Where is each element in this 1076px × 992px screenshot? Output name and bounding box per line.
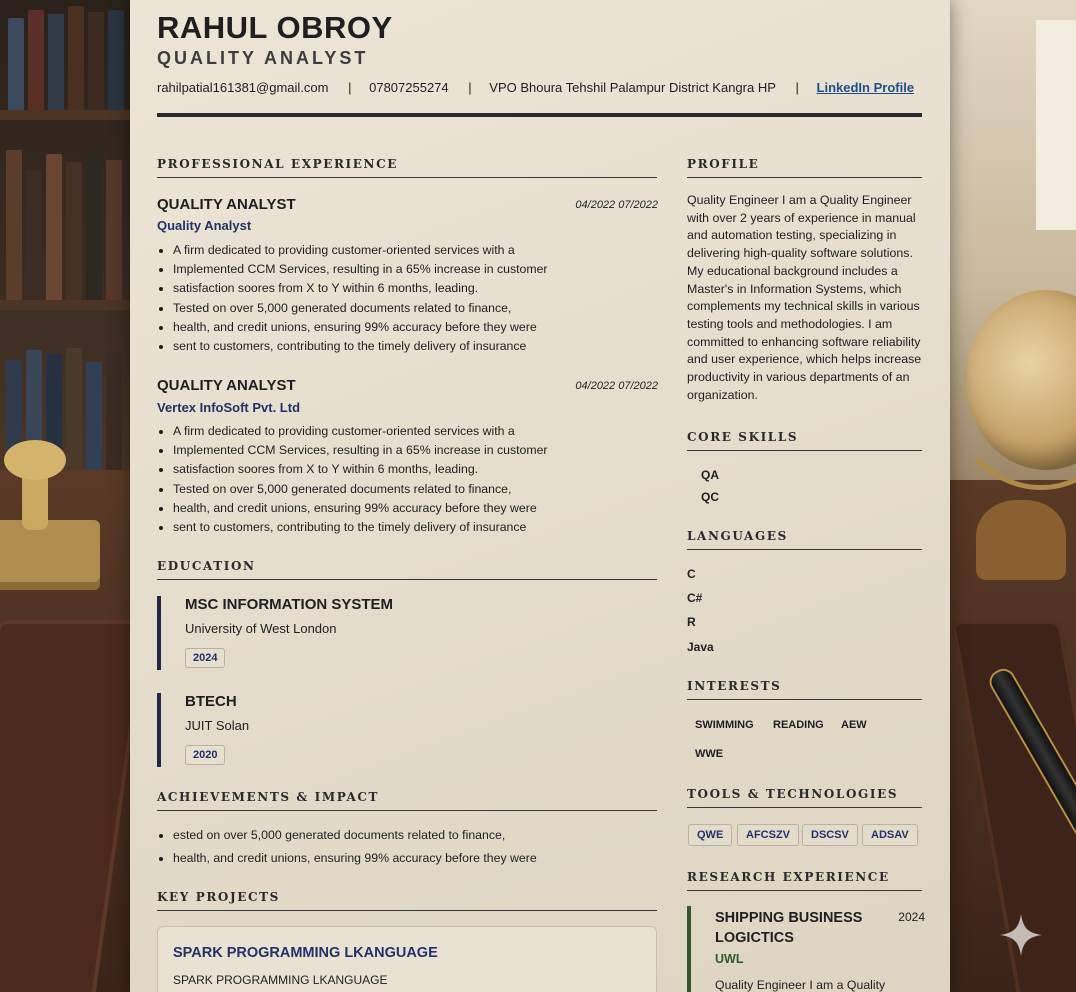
section-title-interests: INTERESTS xyxy=(687,679,782,693)
education-year-badge: 2024 xyxy=(185,648,225,668)
job-bullet: • satisfaction soores from X to Y within 6 months, leading. xyxy=(173,279,653,298)
job-bullet: • health, and credit unions, ensuring 99% accuracy before they were xyxy=(173,499,653,518)
candidate-title: QUALITY ANALYST xyxy=(157,48,369,68)
job-bullet: • satisfaction soores from X to Y within 6 months, leading. xyxy=(173,460,653,479)
language-item: C xyxy=(687,567,696,581)
interest-tag: READING xyxy=(773,719,824,731)
job-company: Quality Analyst xyxy=(157,218,252,233)
book xyxy=(66,162,82,300)
job-bullet: • sent to customers, contributing to the timely delivery of insurance xyxy=(173,337,653,356)
section-divider xyxy=(687,450,922,451)
book xyxy=(106,352,122,480)
education-degree: MSC INFORMATION SYSTEM xyxy=(185,596,394,613)
education-school: JUIT Solan xyxy=(185,718,250,733)
brass-stamp-knob xyxy=(4,440,66,480)
job-bullet: • Implemented CCM Services, resulting in a 65% increase in customer xyxy=(173,441,653,460)
address: VPO Bhoura Tehshil Palampur District Kangra HP xyxy=(489,80,776,95)
book xyxy=(8,18,24,110)
language-item: C# xyxy=(687,591,703,605)
education-degree: BTECH xyxy=(185,693,237,710)
book-row xyxy=(0,120,140,300)
separator: | xyxy=(348,80,352,95)
candidate-name: RAHUL OBROY xyxy=(157,10,393,45)
job-bullets xyxy=(157,422,653,537)
section-divider xyxy=(687,699,922,700)
research-description: Quality Engineer I am a Quality xyxy=(715,978,886,992)
section-title-languages: LANGUAGES xyxy=(687,529,788,543)
job-bullets xyxy=(157,241,653,356)
education-year-badge: 2020 xyxy=(185,745,225,765)
skill-item: QC xyxy=(701,490,719,504)
section-title-profile: PROFILE xyxy=(687,157,760,171)
job-bullet: • health, and credit unions, ensuring 99% accuracy before they were xyxy=(173,318,653,337)
achievement-item: • ested on over 5,000 generated documents related to finance, xyxy=(173,824,653,847)
book xyxy=(108,10,124,110)
research-year: 2024 xyxy=(898,910,925,924)
project-title: SPARK PROGRAMMING LKANGUAGE xyxy=(173,945,438,961)
tool-badge: AFCSZV xyxy=(737,824,799,846)
book xyxy=(46,154,62,300)
section-divider xyxy=(157,910,657,911)
job-bullet: • Implemented CCM Services, resulting in a 65% increase in customer xyxy=(173,260,653,279)
separator: | xyxy=(795,80,799,95)
brass-stamp-base xyxy=(0,520,100,590)
education-school: University of West London xyxy=(185,621,337,636)
profile-summary: Quality Engineer I am a Quality Engineer with over 2 years of experience in manual and automation testing, specializing in delivering high-quality software solutions. My educational background includes a Master's in Information Systems, which complements my technical skills in various testing tools and methodologies. I am committed to enhancing software reliability and user experience, which helps increase productivity in various departments of an organization. xyxy=(687,193,922,402)
section-divider xyxy=(687,807,922,808)
section-divider xyxy=(687,177,922,178)
book xyxy=(88,12,104,110)
book xyxy=(106,160,122,300)
job-bullet: • A firm dedicated to providing customer-oriented services with a xyxy=(173,241,653,260)
job-bullet: • A firm dedicated to providing customer-oriented services with a xyxy=(173,422,653,441)
section-divider xyxy=(157,810,657,811)
section-divider xyxy=(157,177,657,178)
project-subtitle: SPARK PROGRAMMING LKANGUAGE xyxy=(173,973,388,987)
contact-line xyxy=(157,80,914,95)
job-date: 04/2022 07/2022 xyxy=(575,380,658,392)
job-bullet: • Tested on over 5,000 generated documents related to finance, xyxy=(173,299,653,318)
book xyxy=(26,170,42,300)
tool-badge: QWE xyxy=(688,824,732,846)
phone[interactable]: 07807255274 xyxy=(369,80,449,95)
book xyxy=(86,150,102,300)
interest-tag: WWE xyxy=(695,748,724,760)
section-divider xyxy=(687,549,922,550)
job-title: QUALITY ANALYST xyxy=(157,377,296,394)
bookshelf xyxy=(0,0,140,480)
language-item: R xyxy=(687,615,696,629)
header-divider xyxy=(157,113,922,117)
job-company: Vertex InfoSoft Pvt. Ltd xyxy=(157,400,301,415)
education-entry xyxy=(157,596,665,670)
book xyxy=(68,6,84,110)
section-title-education: EDUCATION xyxy=(157,559,256,573)
research-entry xyxy=(687,906,927,992)
interest-tag: AEW xyxy=(841,719,867,731)
book xyxy=(6,150,22,300)
book xyxy=(48,14,64,110)
achievement-list xyxy=(157,824,653,870)
research-title: SHIPPING BUSINESS LOGICTICS xyxy=(715,910,863,946)
book xyxy=(28,10,44,110)
tool-badge: DSCSV xyxy=(802,824,858,846)
section-divider xyxy=(157,579,657,580)
tool-badge: ADSAV xyxy=(862,824,918,846)
achievement-item: • health, and credit unions, ensuring 99% accuracy before they were xyxy=(173,847,653,870)
interest-tag: SWIMMING xyxy=(695,719,754,731)
job-bullet: • Tested on over 5,000 generated documents related to finance, xyxy=(173,480,653,499)
section-title-experience: PROFESSIONAL EXPERIENCE xyxy=(157,157,398,171)
window xyxy=(1036,20,1076,230)
shelf-board xyxy=(0,110,140,120)
sparkle-icon xyxy=(998,912,1044,958)
job-bullet: • sent to customers, contributing to the timely delivery of insurance xyxy=(173,518,653,537)
book xyxy=(66,348,82,480)
job-title: QUALITY ANALYST xyxy=(157,196,296,213)
book-row xyxy=(0,0,140,110)
job-date: 04/2022 07/2022 xyxy=(575,199,658,211)
book xyxy=(86,362,102,480)
skill-item: QA xyxy=(701,468,719,482)
email[interactable]: rahilpatial161381@gmail.com xyxy=(157,80,329,95)
section-title-achievements: ACHIEVEMENTS & IMPACT xyxy=(157,790,380,804)
section-title-core-skills: CORE SKILLS xyxy=(687,430,799,444)
section-title-tools: TOOLS & TECHNOLOGIES xyxy=(687,787,899,801)
project-card xyxy=(157,926,657,992)
section-title-projects: KEY PROJECTS xyxy=(157,890,280,904)
research-organization: UWL xyxy=(715,952,744,966)
separator: | xyxy=(468,80,472,95)
shelf-board xyxy=(0,300,140,310)
linkedin-link[interactable]: LinkedIn Profile xyxy=(816,80,915,95)
education-entry xyxy=(157,693,665,767)
section-title-research: RESEARCH EXPERIENCE xyxy=(687,870,890,884)
section-divider xyxy=(687,890,922,891)
globe-stand xyxy=(976,500,1066,580)
language-item: Java xyxy=(687,640,714,654)
resume-page xyxy=(130,0,950,992)
